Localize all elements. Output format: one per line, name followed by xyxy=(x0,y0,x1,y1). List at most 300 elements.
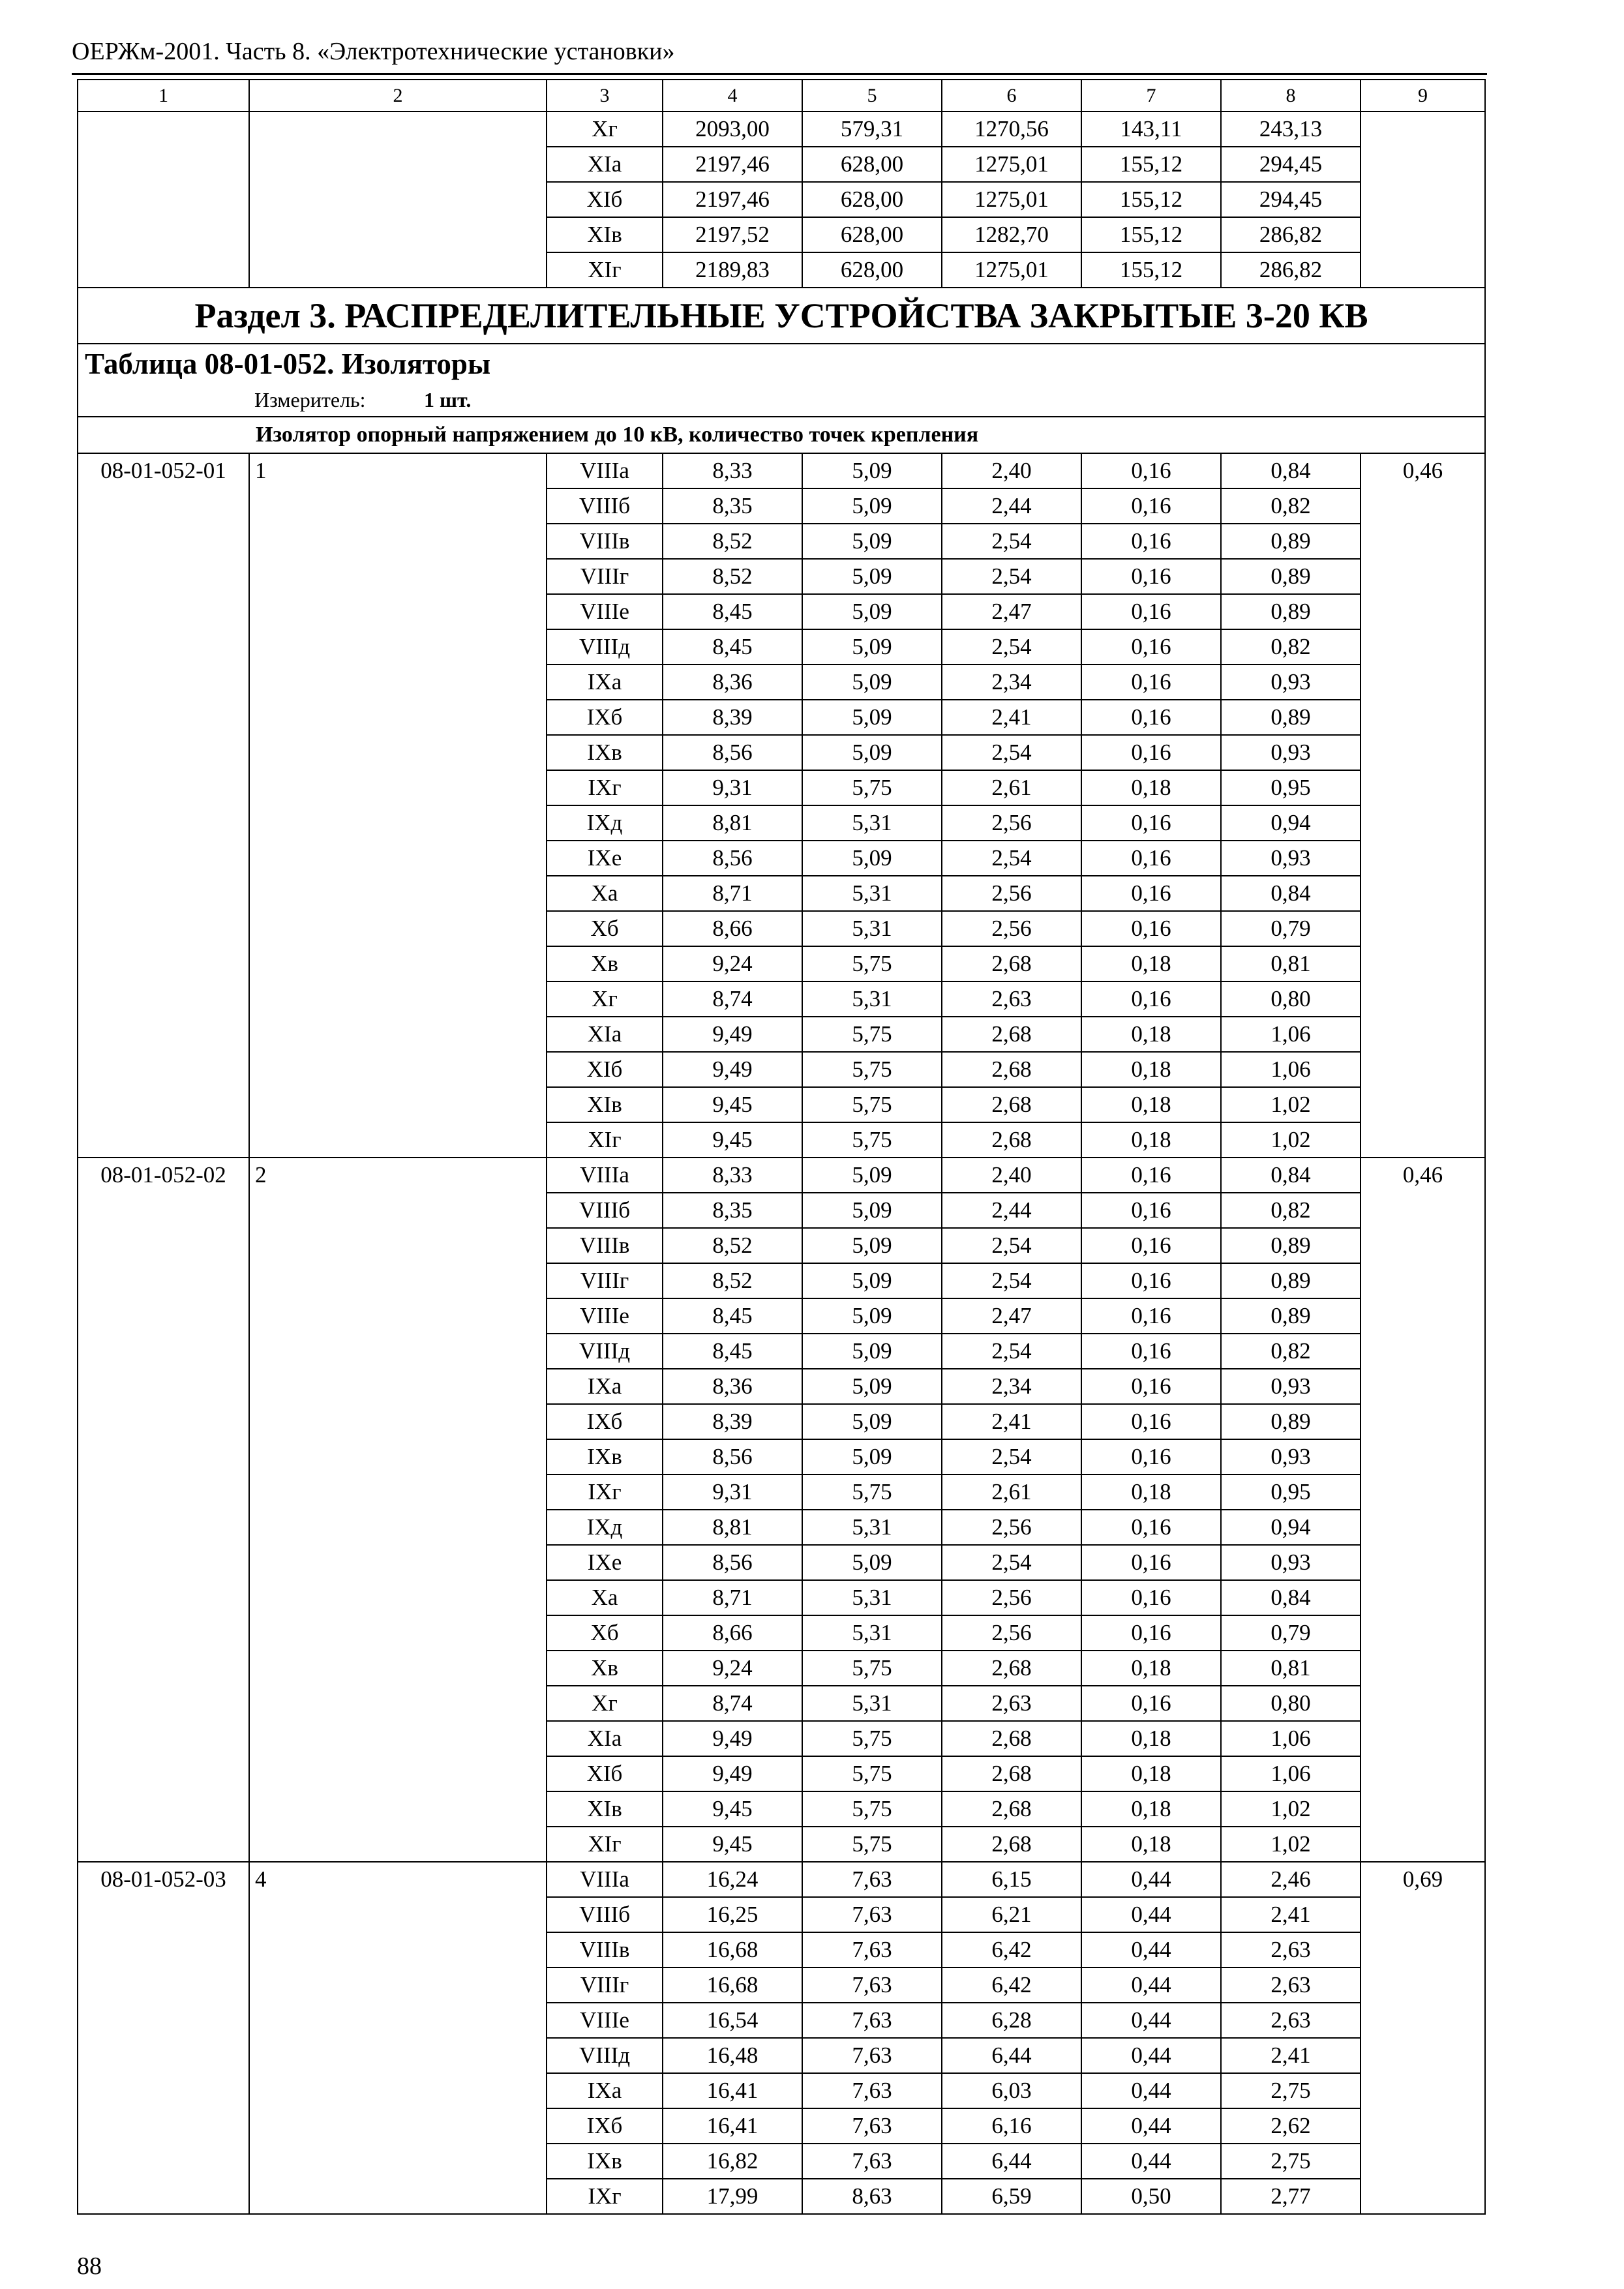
zone-class-cell: VIIIб xyxy=(547,1897,663,1932)
value-cell: 294,45 xyxy=(1221,182,1361,217)
value-cell: 0,18 xyxy=(1081,1474,1221,1510)
zone-class-cell: VIIIе xyxy=(547,2003,663,2038)
value-cell: 143,11 xyxy=(1081,112,1221,147)
value-cell: 7,63 xyxy=(802,2038,942,2073)
value-cell: 0,16 xyxy=(1081,559,1221,594)
zone-class-cell: IXв xyxy=(547,1439,663,1474)
value-cell: 2,41 xyxy=(942,700,1081,735)
value-cell: 0,16 xyxy=(1081,1158,1221,1193)
value-cell: 5,75 xyxy=(802,1827,942,1862)
value-cell: 0,93 xyxy=(1221,1369,1361,1404)
value-cell: 16,82 xyxy=(663,2144,802,2179)
fastening-points: 4 xyxy=(249,1862,547,2214)
value-cell: 0,82 xyxy=(1221,629,1361,665)
value-cell: 0,16 xyxy=(1081,1686,1221,1721)
value-cell: 8,56 xyxy=(663,841,802,876)
value-cell: 8,74 xyxy=(663,1686,802,1721)
zone-class-cell: IXв xyxy=(547,2144,663,2179)
value-cell: 5,09 xyxy=(802,665,942,700)
value-cell: 2,75 xyxy=(1221,2073,1361,2108)
value-cell: 0,16 xyxy=(1081,453,1221,488)
value-cell: 0,16 xyxy=(1081,1510,1221,1545)
value-cell: 2197,52 xyxy=(663,217,802,252)
value-cell: 0,89 xyxy=(1221,1404,1361,1439)
value-cell: 628,00 xyxy=(802,147,942,182)
value-cell: 2,68 xyxy=(942,1756,1081,1791)
zone-class-cell: IXа xyxy=(547,2073,663,2108)
value-cell: 0,18 xyxy=(1081,1052,1221,1087)
value-cell: 0,44 xyxy=(1081,2108,1221,2144)
zone-class-cell: VIIIб xyxy=(547,1193,663,1228)
value-cell: 0,16 xyxy=(1081,1369,1221,1404)
value-cell: 0,16 xyxy=(1081,1439,1221,1474)
value-cell: 5,31 xyxy=(802,876,942,911)
value-cell: 2,63 xyxy=(1221,1967,1361,2003)
value-cell: 9,24 xyxy=(663,946,802,981)
value-cell: 2,54 xyxy=(942,841,1081,876)
value-cell: 6,28 xyxy=(942,2003,1081,2038)
value-cell: 0,44 xyxy=(1081,2073,1221,2108)
value-cell: 2,61 xyxy=(942,770,1081,805)
value-cell: 2197,46 xyxy=(663,182,802,217)
value-cell: 0,44 xyxy=(1081,2038,1221,2073)
column-number-header: 2 xyxy=(249,80,547,112)
value-cell: 5,31 xyxy=(802,805,942,841)
value-cell: 628,00 xyxy=(802,252,942,288)
value-cell: 9,45 xyxy=(663,1087,802,1122)
zone-class-cell: XIг xyxy=(547,1122,663,1158)
value-cell: 9,31 xyxy=(663,770,802,805)
value-cell: 155,12 xyxy=(1081,182,1221,217)
zone-class-cell: IXа xyxy=(547,1369,663,1404)
value-cell: 8,36 xyxy=(663,1369,802,1404)
value-cell: 0,84 xyxy=(1221,1158,1361,1193)
value-cell: 0,89 xyxy=(1221,524,1361,559)
value-cell: 0,89 xyxy=(1221,700,1361,735)
value-cell: 2,68 xyxy=(942,1721,1081,1756)
value-cell: 6,21 xyxy=(942,1897,1081,1932)
value-cell: 0,94 xyxy=(1221,1510,1361,1545)
value-cell: 1,06 xyxy=(1221,1756,1361,1791)
value-cell: 294,45 xyxy=(1221,147,1361,182)
zone-class-cell: IXг xyxy=(547,1474,663,1510)
value-cell: 0,93 xyxy=(1221,1439,1361,1474)
value-cell: 0,93 xyxy=(1221,1545,1361,1580)
value-cell: 5,09 xyxy=(802,1439,942,1474)
value-cell: 7,63 xyxy=(802,2144,942,2179)
value-cell: 5,09 xyxy=(802,488,942,524)
value-cell: 2,56 xyxy=(942,1580,1081,1615)
column-9-cell-empty xyxy=(1361,112,1485,288)
zone-class-cell: IXг xyxy=(547,2179,663,2214)
value-cell: 2,34 xyxy=(942,665,1081,700)
value-cell: 0,16 xyxy=(1081,876,1221,911)
value-cell: 5,09 xyxy=(802,629,942,665)
value-cell: 8,33 xyxy=(663,453,802,488)
zone-class-cell: VIIIб xyxy=(547,488,663,524)
zone-class-cell: VIIIг xyxy=(547,559,663,594)
value-cell: 0,18 xyxy=(1081,1651,1221,1686)
value-cell: 0,44 xyxy=(1081,2003,1221,2038)
description-row xyxy=(78,417,1485,453)
table-row xyxy=(78,453,1485,488)
value-cell: 243,13 xyxy=(1221,112,1361,147)
value-cell: 2,47 xyxy=(942,594,1081,629)
zone-class-cell: IXд xyxy=(547,1510,663,1545)
zone-class-cell: Xв xyxy=(547,946,663,981)
zone-class-cell: XIг xyxy=(547,1827,663,1862)
value-cell: 0,80 xyxy=(1221,981,1361,1017)
zone-class-cell: Xв xyxy=(547,1651,663,1686)
value-cell: 5,75 xyxy=(802,1052,942,1087)
value-cell: 2,56 xyxy=(942,1615,1081,1651)
value-cell: 2,47 xyxy=(942,1298,1081,1334)
value-cell: 2,68 xyxy=(942,1827,1081,1862)
value-cell: 2,54 xyxy=(942,735,1081,770)
value-cell: 7,63 xyxy=(802,1897,942,1932)
value-cell: 1,02 xyxy=(1221,1122,1361,1158)
running-header: ОЕРЖм-2001. Часть 8. «Электротехнические установки» xyxy=(72,38,675,65)
rates-table xyxy=(77,79,1486,2215)
value-cell: 5,75 xyxy=(802,1651,942,1686)
value-cell: 2,56 xyxy=(942,911,1081,946)
value-cell: 8,52 xyxy=(663,1228,802,1263)
value-cell: 2,54 xyxy=(942,1545,1081,1580)
unit-row xyxy=(78,383,1485,417)
value-cell: 8,35 xyxy=(663,488,802,524)
value-cell: 6,16 xyxy=(942,2108,1081,2144)
value-cell: 2093,00 xyxy=(663,112,802,147)
zone-class-cell: Xг xyxy=(547,1686,663,1721)
value-cell: 7,63 xyxy=(802,1862,942,1897)
value-cell: 0,16 xyxy=(1081,1193,1221,1228)
zone-class-cell: VIIIе xyxy=(547,1298,663,1334)
value-cell: 7,63 xyxy=(802,2073,942,2108)
value-cell: 5,09 xyxy=(802,1334,942,1369)
value-cell: 1,06 xyxy=(1221,1017,1361,1052)
value-cell: 1275,01 xyxy=(942,252,1081,288)
zone-class-cell: VIIIа xyxy=(547,1158,663,1193)
value-cell: 0,18 xyxy=(1081,770,1221,805)
value-cell: 0,84 xyxy=(1221,1580,1361,1615)
value-cell: 8,39 xyxy=(663,700,802,735)
zone-class-cell: Xб xyxy=(547,911,663,946)
value-cell: 155,12 xyxy=(1081,217,1221,252)
value-cell: 2,77 xyxy=(1221,2179,1361,2214)
value-cell: 6,15 xyxy=(942,1862,1081,1897)
value-cell: 2,63 xyxy=(942,981,1081,1017)
value-cell: 9,49 xyxy=(663,1721,802,1756)
section-title: Раздел 3. РАСПРЕДЕЛИТЕЛЬНЫЕ УСТРОЙСТВА ЗАКРЫТЫЕ 3-20 КВ xyxy=(78,288,1485,344)
value-cell: 7,63 xyxy=(802,1932,942,1967)
value-cell: 0,82 xyxy=(1221,1193,1361,1228)
fastening-points: 1 xyxy=(249,453,547,1158)
value-cell: 1,06 xyxy=(1221,1721,1361,1756)
value-cell: 286,82 xyxy=(1221,217,1361,252)
zone-class-cell: IXг xyxy=(547,770,663,805)
value-cell: 8,52 xyxy=(663,1263,802,1298)
value-cell: 7,63 xyxy=(802,2108,942,2144)
value-cell: 0,16 xyxy=(1081,1404,1221,1439)
value-cell: 2,68 xyxy=(942,1017,1081,1052)
value-cell: 2,68 xyxy=(942,1122,1081,1158)
value-cell: 8,71 xyxy=(663,1580,802,1615)
zone-class-cell: VIIIд xyxy=(547,1334,663,1369)
value-cell: 0,44 xyxy=(1081,1967,1221,2003)
value-cell: 6,44 xyxy=(942,2038,1081,2073)
value-cell: 2,41 xyxy=(942,1404,1081,1439)
column-number-header: 5 xyxy=(802,80,942,112)
header-rule xyxy=(72,73,1487,75)
zone-class-cell: VIIIг xyxy=(547,1263,663,1298)
value-cell: 8,81 xyxy=(663,805,802,841)
zone-class-cell: XIв xyxy=(547,1087,663,1122)
value-cell: 0,16 xyxy=(1081,594,1221,629)
value-cell: 2,41 xyxy=(1221,2038,1361,2073)
value-cell: 6,03 xyxy=(942,2073,1081,2108)
zone-class-cell: Xа xyxy=(547,1580,663,1615)
value-cell: 2,68 xyxy=(942,1651,1081,1686)
value-cell: 2,34 xyxy=(942,1369,1081,1404)
value-cell: 2,68 xyxy=(942,946,1081,981)
value-cell: 1,02 xyxy=(1221,1087,1361,1122)
value-cell: 0,18 xyxy=(1081,1756,1221,1791)
value-cell: 7,63 xyxy=(802,2003,942,2038)
value-cell: 5,09 xyxy=(802,453,942,488)
value-cell: 5,09 xyxy=(802,1263,942,1298)
value-cell: 0,95 xyxy=(1221,1474,1361,1510)
zone-class-cell: XIа xyxy=(547,1017,663,1052)
value-cell: 2,44 xyxy=(942,488,1081,524)
zone-class-cell: VIIIа xyxy=(547,1862,663,1897)
value-cell: 2,54 xyxy=(942,1439,1081,1474)
zone-class-cell: IXа xyxy=(547,665,663,700)
value-cell: 2,54 xyxy=(942,1334,1081,1369)
column-number-header: 1 xyxy=(78,80,249,112)
value-cell: 5,09 xyxy=(802,1228,942,1263)
value-cell: 628,00 xyxy=(802,182,942,217)
zone-class-cell: IXе xyxy=(547,1545,663,1580)
value-cell: 2,68 xyxy=(942,1052,1081,1087)
value-cell: 2197,46 xyxy=(663,147,802,182)
value-cell: 8,45 xyxy=(663,594,802,629)
zone-class-cell: Xа xyxy=(547,876,663,911)
zone-class-cell: XIб xyxy=(547,1052,663,1087)
value-cell: 5,09 xyxy=(802,594,942,629)
value-cell: 286,82 xyxy=(1221,252,1361,288)
value-cell: 16,41 xyxy=(663,2108,802,2144)
value-cell: 1,02 xyxy=(1221,1791,1361,1827)
table-title-row xyxy=(78,344,1485,383)
column-9-value: 0,46 xyxy=(1361,1158,1485,1862)
zone-class-cell: IXб xyxy=(547,700,663,735)
rate-code: 08-01-052-02 xyxy=(78,1158,249,1862)
value-cell: 5,31 xyxy=(802,1615,942,1651)
value-cell: 16,68 xyxy=(663,1932,802,1967)
zone-class-cell: VIIIе xyxy=(547,594,663,629)
value-cell: 17,99 xyxy=(663,2179,802,2214)
value-cell: 0,44 xyxy=(1081,2144,1221,2179)
code-cell-empty xyxy=(78,112,249,288)
value-cell: 8,63 xyxy=(802,2179,942,2214)
zone-class-cell: VIIIв xyxy=(547,1932,663,1967)
value-cell: 9,49 xyxy=(663,1017,802,1052)
column-number-header: 8 xyxy=(1221,80,1361,112)
value-cell: 2,56 xyxy=(942,876,1081,911)
value-cell: 8,39 xyxy=(663,1404,802,1439)
value-cell: 5,31 xyxy=(802,911,942,946)
value-cell: 2,54 xyxy=(942,629,1081,665)
value-cell: 16,54 xyxy=(663,2003,802,2038)
value-cell: 8,81 xyxy=(663,1510,802,1545)
value-cell: 5,75 xyxy=(802,770,942,805)
value-cell: 9,45 xyxy=(663,1791,802,1827)
value-cell: 2,54 xyxy=(942,1263,1081,1298)
value-cell: 9,45 xyxy=(663,1827,802,1862)
value-cell: 0,16 xyxy=(1081,700,1221,735)
value-cell: 6,44 xyxy=(942,2144,1081,2179)
value-cell: 9,45 xyxy=(663,1122,802,1158)
value-cell: 5,09 xyxy=(802,524,942,559)
value-cell: 628,00 xyxy=(802,217,942,252)
value-cell: 155,12 xyxy=(1081,147,1221,182)
zone-class-cell: VIIIв xyxy=(547,524,663,559)
table-title: Таблица 08-01-052. Изоляторы xyxy=(78,344,1485,383)
value-cell: 5,09 xyxy=(802,841,942,876)
value-cell: 0,79 xyxy=(1221,1615,1361,1651)
value-cell: 0,50 xyxy=(1081,2179,1221,2214)
value-cell: 8,71 xyxy=(663,876,802,911)
value-cell: 5,75 xyxy=(802,1721,942,1756)
column-number-row xyxy=(78,80,1485,112)
value-cell: 0,16 xyxy=(1081,735,1221,770)
value-cell: 8,52 xyxy=(663,524,802,559)
value-cell: 8,74 xyxy=(663,981,802,1017)
zone-class-cell: XIб xyxy=(547,182,663,217)
value-cell: 0,16 xyxy=(1081,524,1221,559)
value-cell: 5,75 xyxy=(802,1017,942,1052)
value-cell: 0,16 xyxy=(1081,1545,1221,1580)
zone-class-cell: IXд xyxy=(547,805,663,841)
value-cell: 2,41 xyxy=(1221,1897,1361,1932)
unit-label: Измеритель: xyxy=(254,387,366,411)
page-number: 88 xyxy=(77,2252,102,2280)
value-cell: 2,68 xyxy=(942,1087,1081,1122)
value-cell: 0,81 xyxy=(1221,946,1361,981)
value-cell: 9,49 xyxy=(663,1052,802,1087)
value-cell: 0,16 xyxy=(1081,1263,1221,1298)
value-cell: 5,31 xyxy=(802,1510,942,1545)
rate-code: 08-01-052-01 xyxy=(78,453,249,1158)
value-cell: 8,66 xyxy=(663,1615,802,1651)
value-cell: 2,68 xyxy=(942,1791,1081,1827)
value-cell: 8,45 xyxy=(663,1298,802,1334)
value-cell: 2,62 xyxy=(1221,2108,1361,2144)
value-cell: 0,89 xyxy=(1221,559,1361,594)
item-description: Изолятор опорный напряжением до 10 кВ, количество точек крепления xyxy=(256,423,979,447)
value-cell: 2,56 xyxy=(942,1510,1081,1545)
value-cell: 2,46 xyxy=(1221,1862,1361,1897)
zone-class-cell: XIг xyxy=(547,252,663,288)
value-cell: 0,16 xyxy=(1081,841,1221,876)
value-cell: 8,56 xyxy=(663,1439,802,1474)
value-cell: 8,56 xyxy=(663,735,802,770)
value-cell: 9,49 xyxy=(663,1756,802,1791)
zone-class-cell: VIIIд xyxy=(547,2038,663,2073)
value-cell: 8,45 xyxy=(663,629,802,665)
value-cell: 6,42 xyxy=(942,1967,1081,2003)
value-cell: 579,31 xyxy=(802,112,942,147)
zone-class-cell: VIIIд xyxy=(547,629,663,665)
value-cell: 0,18 xyxy=(1081,1721,1221,1756)
column-number-header: 7 xyxy=(1081,80,1221,112)
value-cell: 7,63 xyxy=(802,1967,942,2003)
value-cell: 5,09 xyxy=(802,1158,942,1193)
value-cell: 1282,70 xyxy=(942,217,1081,252)
column-number-header: 3 xyxy=(547,80,663,112)
value-cell: 0,16 xyxy=(1081,805,1221,841)
value-cell: 5,09 xyxy=(802,1369,942,1404)
value-cell: 0,93 xyxy=(1221,665,1361,700)
value-cell: 5,31 xyxy=(802,1580,942,1615)
value-cell: 16,68 xyxy=(663,1967,802,2003)
table-row xyxy=(78,112,1485,147)
zone-class-cell: XIб xyxy=(547,1756,663,1791)
column-number-header: 9 xyxy=(1361,80,1485,112)
value-cell: 16,41 xyxy=(663,2073,802,2108)
value-cell: 5,75 xyxy=(802,1756,942,1791)
zone-class-cell: XIа xyxy=(547,1721,663,1756)
value-cell: 0,16 xyxy=(1081,629,1221,665)
value-cell: 5,09 xyxy=(802,1404,942,1439)
zone-class-cell: VIIIа xyxy=(547,453,663,488)
unit-value: 1 шт. xyxy=(424,387,472,411)
value-cell: 0,16 xyxy=(1081,981,1221,1017)
value-cell: 0,18 xyxy=(1081,946,1221,981)
zone-class-cell: IXб xyxy=(547,1404,663,1439)
value-cell: 5,75 xyxy=(802,1122,942,1158)
value-cell: 1275,01 xyxy=(942,147,1081,182)
value-cell: 5,09 xyxy=(802,1193,942,1228)
value-cell: 0,18 xyxy=(1081,1122,1221,1158)
value-cell: 0,16 xyxy=(1081,1615,1221,1651)
value-cell: 5,09 xyxy=(802,700,942,735)
value-cell: 0,89 xyxy=(1221,1263,1361,1298)
value-cell: 5,09 xyxy=(802,559,942,594)
zone-class-cell: VIIIв xyxy=(547,1228,663,1263)
value-cell: 0,16 xyxy=(1081,1580,1221,1615)
zone-class-cell: Xг xyxy=(547,981,663,1017)
value-cell: 2,63 xyxy=(942,1686,1081,1721)
value-cell: 2,61 xyxy=(942,1474,1081,1510)
value-cell: 1275,01 xyxy=(942,182,1081,217)
value-cell: 0,44 xyxy=(1081,1862,1221,1897)
zone-class-cell: IXв xyxy=(547,735,663,770)
zone-class-cell: Xг xyxy=(547,112,663,147)
rate-code: 08-01-052-03 xyxy=(78,1862,249,2214)
value-cell: 8,45 xyxy=(663,1334,802,1369)
value-cell: 2,56 xyxy=(942,805,1081,841)
value-cell: 6,59 xyxy=(942,2179,1081,2214)
value-cell: 8,52 xyxy=(663,559,802,594)
value-cell: 0,89 xyxy=(1221,1298,1361,1334)
value-cell: 16,25 xyxy=(663,1897,802,1932)
table-row xyxy=(78,1862,1485,1897)
column-9-value: 0,46 xyxy=(1361,453,1485,1158)
fastening-points: 2 xyxy=(249,1158,547,1862)
table-row xyxy=(78,1158,1485,1193)
value-cell: 0,16 xyxy=(1081,488,1221,524)
